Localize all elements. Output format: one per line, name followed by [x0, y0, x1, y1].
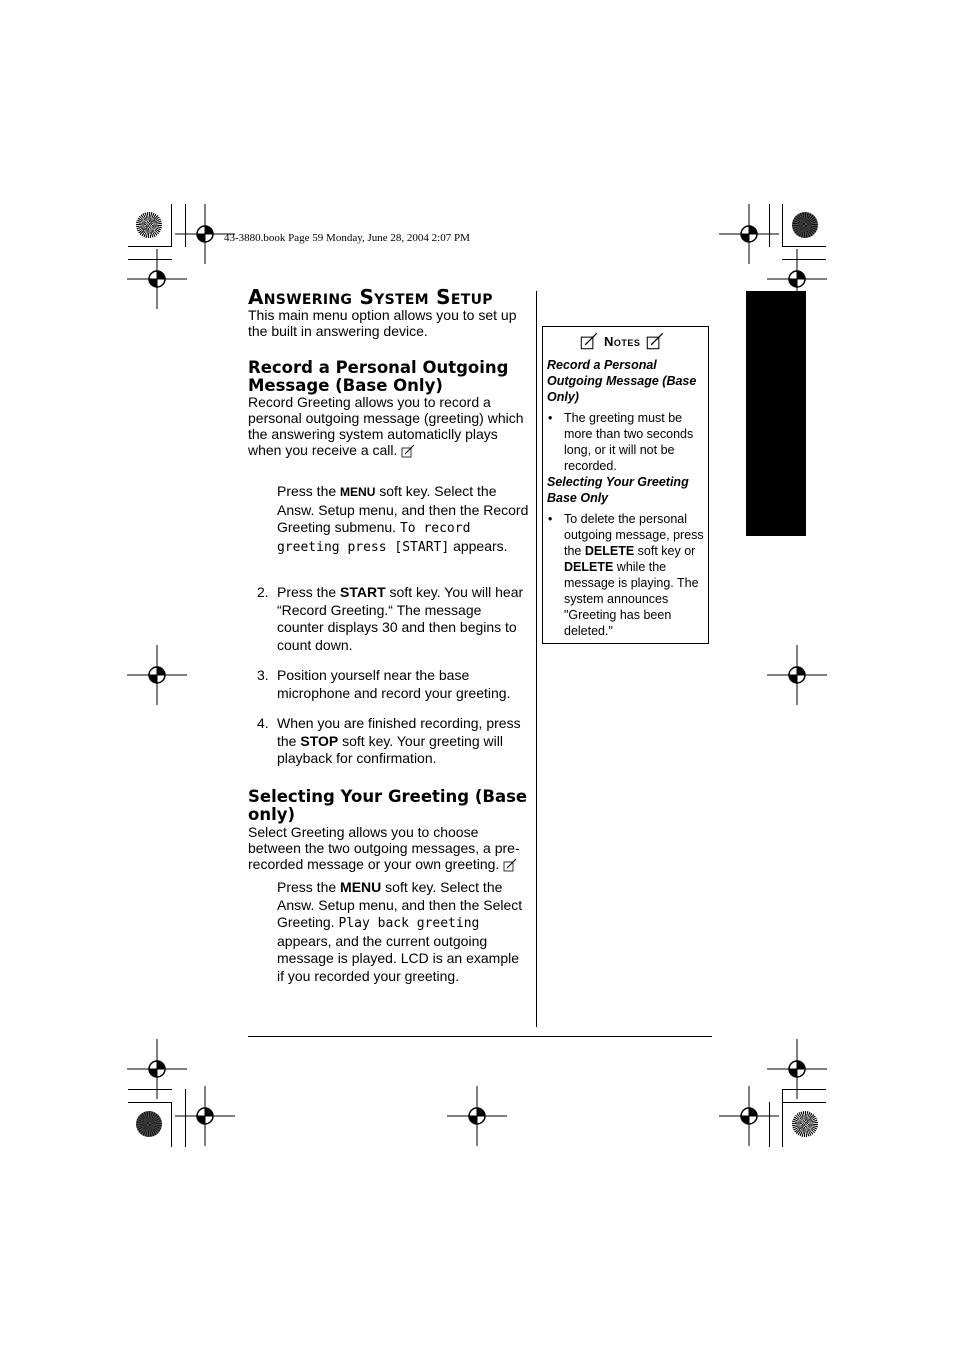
step-text-part: appears, and the current outgoing message is played. LCD is an example if you recorded your greeting.	[277, 932, 520, 984]
description-text: Select Greeting allows you to choose between the two outgoing messages, a pre-recorded message or your own greeting.	[248, 824, 520, 872]
footer-rule	[248, 1036, 712, 1037]
soft-key-label: STOP	[300, 732, 339, 749]
step-number: 2.	[257, 584, 269, 600]
note-heading: Record a Personal Outgoing Message (Base Only)	[547, 358, 697, 404]
pencil-note-icon	[401, 444, 415, 458]
note-heading: Selecting Your Greeting Base Only	[547, 475, 689, 505]
crop-line	[128, 1102, 172, 1103]
step-text-part: soft key. You will hear “Record Greeting.“ The message counter displays 30 and then begins to count down.	[277, 584, 524, 653]
section-heading	[248, 788, 538, 824]
key-label: DELETE	[564, 560, 614, 574]
step-text-part: soft key. Your greeting will playback for confirmation.	[277, 732, 503, 767]
note-item: The greeting must be more than two seconds long, or it will not be recorded.	[564, 411, 694, 473]
step-text	[277, 483, 529, 556]
registration-rosette-icon	[792, 1111, 818, 1137]
crop-line	[171, 1102, 172, 1147]
step-number: 4.	[257, 715, 269, 731]
step-number: 3.	[257, 667, 269, 683]
registration-rosette-icon	[792, 212, 818, 238]
step-text-part: Press the	[277, 483, 341, 499]
crosshair-icon	[447, 1086, 507, 1146]
step-text	[277, 584, 529, 654]
step-text-part: Press the	[277, 584, 341, 600]
step-text-part: When you are finished recording, press the	[277, 715, 521, 749]
crosshair-icon	[175, 1086, 235, 1146]
pencil-note-icon	[503, 858, 517, 872]
soft-key-label: MENU	[340, 485, 376, 499]
heading-line: Record a Personal Outgoing	[248, 358, 509, 377]
page-title: Answering System Setup	[248, 285, 493, 309]
soft-key-label: MENU	[340, 879, 382, 895]
note-item	[564, 511, 704, 639]
note-text-part: soft key or	[634, 544, 696, 558]
note-text-part: To delete the personal outgoing message, press the	[564, 512, 704, 558]
bullet-icon: •	[548, 512, 553, 526]
notes-label: Notes	[604, 333, 641, 349]
pencil-note-icon	[646, 332, 664, 350]
notes-title	[580, 332, 664, 350]
description-text: Record Greeting allows you to record a personal outgoing message (greeting) which the answering system automaticlly plays when you receive a call.	[248, 394, 524, 458]
crop-line	[171, 204, 172, 247]
print-header: 43-3880.book Page 59 Monday, June 28, 2004 2:07 PM	[224, 232, 470, 244]
crosshair-icon	[767, 645, 827, 705]
intro-text: This main menu option allows you to set up the built in answering device.	[248, 307, 517, 339]
heading-line: Selecting Your Greeting (Base	[248, 787, 528, 806]
section-description	[248, 824, 530, 872]
step-text-part: soft key. Select the Answ. Setup menu, and then the Record Greeting submenu.	[277, 483, 529, 536]
crosshair-icon	[127, 645, 187, 705]
heading-line: only)	[248, 805, 296, 824]
pencil-note-icon	[580, 332, 598, 350]
step-text	[277, 715, 529, 768]
crosshair-icon	[719, 1086, 779, 1146]
bullet-icon: •	[548, 411, 553, 425]
chapter-tab	[746, 291, 806, 536]
step-text	[277, 879, 529, 986]
step-text-part: Press the	[277, 879, 341, 895]
crop-line	[782, 246, 826, 247]
lcd-text: To record greeting press [START]	[277, 521, 471, 555]
soft-key-label: START	[340, 584, 386, 600]
crop-line	[782, 204, 783, 247]
section-description	[248, 394, 533, 458]
crop-line	[128, 246, 172, 247]
section-heading	[248, 359, 538, 395]
heading-line: Message (Base Only)	[248, 376, 443, 395]
registration-rosette-icon	[136, 212, 162, 238]
step-text: Position yourself near the base microphone and record your greeting.	[277, 667, 511, 701]
crosshair-icon	[127, 249, 187, 309]
crop-line	[782, 1102, 826, 1103]
key-label: DELETE	[584, 544, 635, 558]
registration-rosette-icon	[136, 1111, 162, 1137]
column-divider	[536, 291, 537, 1027]
lcd-text: Play back greeting	[338, 916, 480, 932]
step-text-part: soft key. Select the Answ. Setup menu, and then the Select Greeting.	[277, 879, 523, 931]
note-text-part: while the message is playing. The system announces "Greeting has been deleted."	[564, 560, 699, 638]
step-text-part: appears.	[449, 537, 508, 554]
